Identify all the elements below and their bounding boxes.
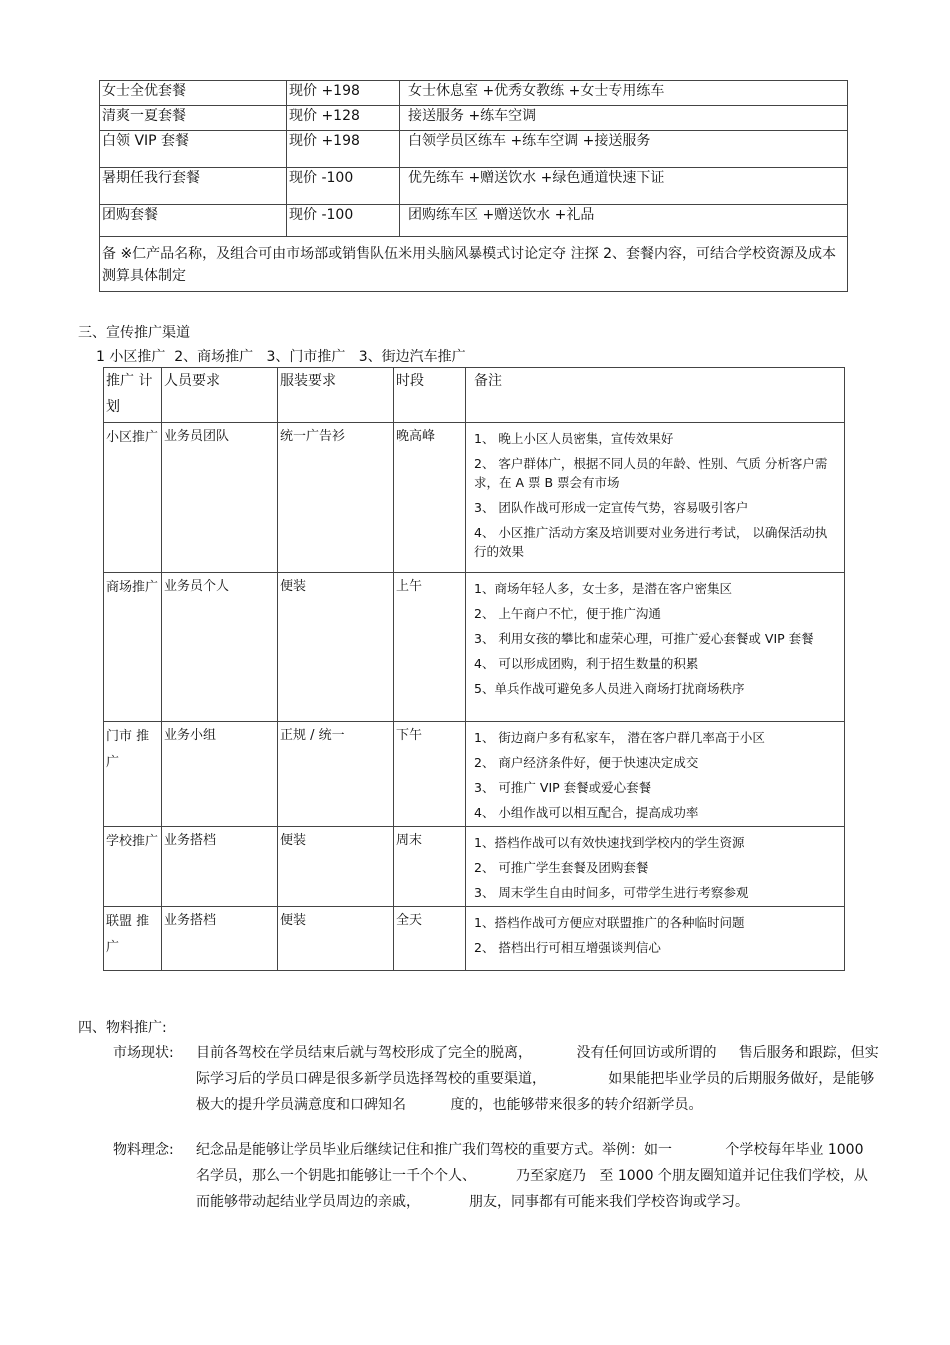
market-text	[196, 1040, 881, 1118]
remark-item: 2、 搭档出行可相互增强谈判信心	[474, 940, 661, 955]
concept-text	[196, 1137, 881, 1215]
packages-note: 备 ※仁产品名称，及组合可由市场部或销售队伍米用头脑风暴模式讨论定夺 注探 2、套餐内容，可结合学校资源及成本测算具体制定	[100, 237, 848, 292]
package-table	[99, 80, 848, 292]
remark-item: 4、 小组作战可以相互配合，提高成功率	[474, 805, 699, 820]
remark-item: 3、 可推广 VIP 套餐或爱心套餐	[474, 780, 652, 795]
dress-cell: 便装	[278, 907, 394, 971]
remark-item: 1、商场年轻人多，女士多，是潜在客户密集区	[474, 581, 732, 596]
header-time: 时段	[394, 368, 466, 423]
header-dress: 服装要求	[278, 368, 394, 423]
concept-text-body: 纪念品是能够让学员毕业后继续记住和推广我们驾校的重要方式。举例：如一 个学校每年毕业 1000 名学员，那么一个钥匙扣能够让一千个个人、 乃至家庭乃 至 1000 个朋友圈知道并记住我们学校，从而能够带动起结业学员周边的亲戚， 朋友，同事都有可能来我们学校咨询或学习。	[196, 1142, 868, 1210]
remarks-cell	[466, 423, 845, 573]
staff-cell: 业务小组	[162, 722, 278, 827]
dress-cell: 便装	[278, 573, 394, 722]
package-name: 暑期任我行套餐	[100, 168, 287, 205]
remarks-cell	[466, 827, 845, 907]
remark-item: 1、 街边商户多有私家车， 潜在客户群几率高于小区	[474, 730, 765, 745]
promotion-table	[103, 367, 845, 971]
table-row	[100, 81, 848, 106]
table-row	[100, 237, 848, 292]
remark-item: 1、搭档作战可以有效快速找到学校内的学生资源	[474, 835, 745, 850]
time-cell: 上午	[394, 573, 466, 722]
remark-item: 3、 利用女孩的攀比和虚荣心理，可推广爱心套餐或 VIP 套餐	[474, 631, 814, 646]
remark-item: 3、 团队作战可形成一定宣传气势，容易吸引客户	[474, 500, 749, 515]
plan-cell: 学校推广	[104, 827, 162, 907]
package-price: 现价 +198	[287, 131, 400, 168]
remarks-cell	[466, 573, 845, 722]
remark-item: 4、 小区推广活动方案及培训要对业务进行考试， 以确保活动执行的效果	[474, 525, 828, 559]
package-content: 女士休息室 +优秀女教练 +女士专用练车	[400, 81, 848, 106]
table-row	[100, 168, 848, 205]
package-content: 接送服务 +练车空调	[400, 106, 848, 131]
remark-item: 4、 可以形成团购，利于招生数量的积累	[474, 656, 699, 671]
table-row	[104, 573, 845, 722]
package-content: 团购练车区 +赠送饮水 +礼品	[400, 205, 848, 237]
staff-cell: 业务员个人	[162, 573, 278, 722]
header-remarks: 备注	[466, 368, 845, 423]
plan-cell: 门市 推广	[104, 722, 162, 827]
package-name: 白领 VIP 套餐	[100, 131, 287, 168]
table-row	[100, 131, 848, 168]
section4-title: 四、物料推广:	[78, 1020, 167, 1036]
table-row	[104, 907, 845, 971]
header-staff: 人员要求	[162, 368, 278, 423]
dress-cell: 正规 / 统一	[278, 722, 394, 827]
header-plan: 推广 计划	[104, 368, 162, 423]
table-row	[100, 205, 848, 237]
remarks-cell	[466, 907, 845, 971]
package-name: 女士全优套餐	[100, 81, 287, 106]
plan-cell: 联盟 推广	[104, 907, 162, 971]
table-row	[104, 827, 845, 907]
package-name: 团购套餐	[100, 205, 287, 237]
package-price: 现价 -100	[287, 168, 400, 205]
time-cell: 周末	[394, 827, 466, 907]
remark-item: 3、 周末学生自由时间多，可带学生进行考察参观	[474, 885, 749, 900]
package-price: 现价 +128	[287, 106, 400, 131]
table-row	[100, 106, 848, 131]
table-row	[104, 423, 845, 573]
remark-item: 2、 上午商户不忙，便于推广沟通	[474, 606, 661, 621]
staff-cell: 业务搭档	[162, 907, 278, 971]
section3-title: 三、宣传推广渠道	[78, 325, 190, 341]
remark-item: 1、搭档作战可方便应对联盟推广的各种临时问题	[474, 915, 745, 930]
package-content: 白领学员区练车 +练车空调 +接送服务	[400, 131, 848, 168]
market-label: 市场现状:	[113, 1045, 174, 1061]
time-cell: 全天	[394, 907, 466, 971]
market-text-body: 目前各驾校在学员结束后就与驾校形成了完全的脱离， 没有任何回访或所谓的 售后服务和跟踪，但实际学习后的学员口碑是很多新学员选择驾校的重要渠道， 如果能把毕业学员的后期服务做好，是能够极大的提升学员满意度和口碑知名 度的，也能够带来很多的转介绍新学员。	[196, 1045, 879, 1113]
plan-cell: 商场推广	[104, 573, 162, 722]
table-row	[104, 722, 845, 827]
dress-cell: 便装	[278, 827, 394, 907]
remark-item: 2、 商户经济条件好，便于快速决定成交	[474, 755, 699, 770]
remark-item: 5、单兵作战可避免多人员进入商场打扰商场秩序	[474, 681, 745, 696]
package-price: 现价 +198	[287, 81, 400, 106]
package-content: 优先练车 +赠送饮水 +绿色通道快速下证	[400, 168, 848, 205]
remark-item: 2、 可推广学生套餐及团购套餐	[474, 860, 649, 875]
time-cell: 下午	[394, 722, 466, 827]
dress-cell: 统一广告衫	[278, 423, 394, 573]
staff-cell: 业务搭档	[162, 827, 278, 907]
package-price: 现价 -100	[287, 205, 400, 237]
package-name: 清爽一夏套餐	[100, 106, 287, 131]
time-cell: 晚高峰	[394, 423, 466, 573]
remark-item: 2、 客户群体广，根据不同人员的年龄、性别、气质 分析客户需求，在 A 票 B 票会有市场	[474, 456, 828, 490]
table-header-row	[104, 368, 845, 423]
remark-item: 1、 晚上小区人员密集，宣传效果好	[474, 431, 674, 446]
remarks-cell	[466, 722, 845, 827]
concept-label: 物料理念:	[113, 1142, 174, 1158]
section3-subtitle: 1 小区推广 2、商场推广 3、门市推广 3、街边汽车推广	[96, 349, 466, 365]
staff-cell: 业务员团队	[162, 423, 278, 573]
plan-cell: 小区推广	[104, 423, 162, 573]
